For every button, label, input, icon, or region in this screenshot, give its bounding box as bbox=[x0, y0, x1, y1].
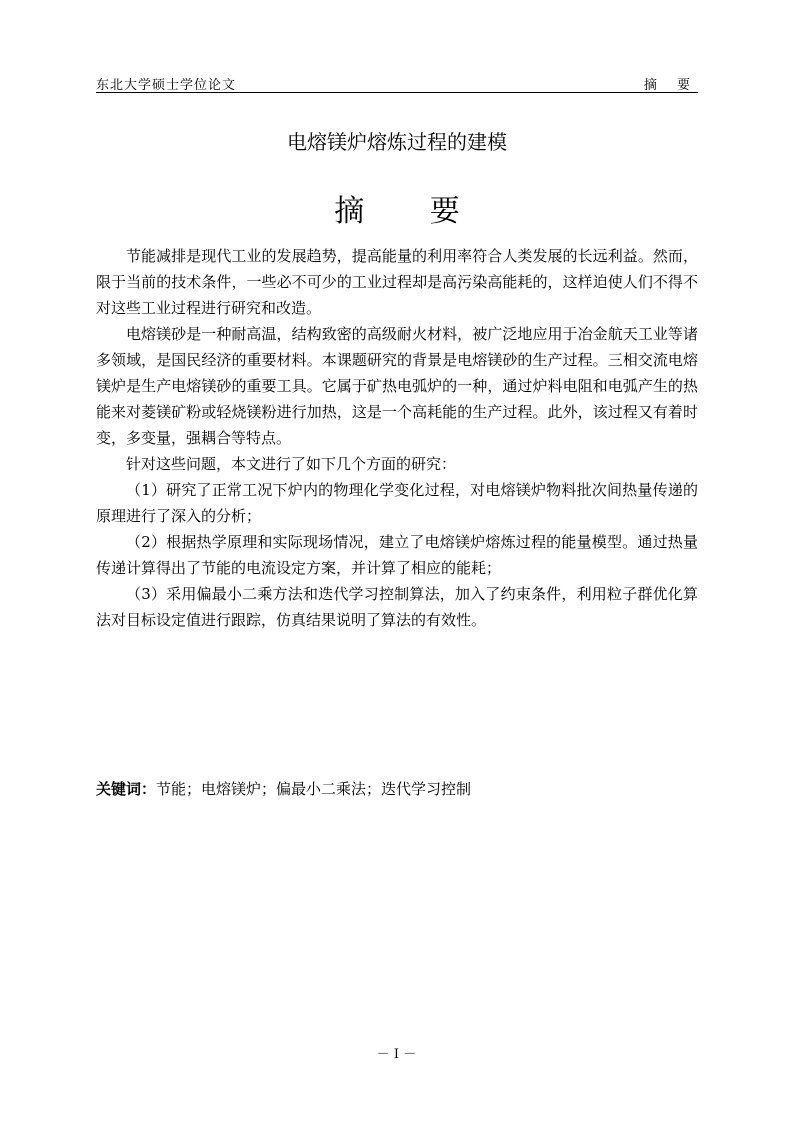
keywords-label: 关键词： bbox=[96, 780, 157, 798]
abstract-heading: 摘 要 bbox=[334, 194, 488, 229]
abstract-paragraph-6: （3）采用偏最小二乘方法和迭代学习控制算法，加入了约束条件，利用粒子群优化算法对目标设定值进行跟踪，仿真结果说明了算法的有效性。 bbox=[96, 585, 698, 629]
header-university: 东北大学硕士学位论文 bbox=[96, 78, 237, 93]
page-number: － I － bbox=[376, 1047, 417, 1062]
keywords bbox=[96, 776, 698, 802]
header-section: 摘 要 bbox=[643, 78, 698, 93]
abstract-paragraph-4: （1）研究了正常工况下炉内的物理化学变化过程，对电熔镁炉物料批次间热量传递的原理进行了深入的分析； bbox=[96, 481, 698, 525]
page-header bbox=[96, 72, 698, 93]
thesis-title: 电熔镁炉熔炼过程的建模 bbox=[287, 130, 507, 154]
abstract-paragraph-5: （2）根据热学原理和实际现场情况，建立了电熔镁炉熔炼过程的能量模型。通过热量传递计算得出了节能的电流设定方案，并计算了相应的能耗； bbox=[96, 533, 698, 577]
abstract-body bbox=[96, 243, 698, 633]
abstract-paragraph-2: 电熔镁砂是一种耐高温，结构致密的高级耐火材料，被广泛地应用于冶金航天工业等诸多领域，是国民经济的重要材料。本课题研究的背景是电熔镁砂的生产过程。三相交流电熔镁炉是生产电熔镁砂的重要工具。它属于矿热电弧炉的一种，通过炉料电阻和电弧产生的热能来对菱镁矿粉或轻烧镁粉进行加热，这是一个高耗能的生产过程。此外，该过程又有着时变，多变量，强耦合等特点。 bbox=[96, 325, 698, 447]
abstract-paragraph-3: 针对这些问题，本文进行了如下几个方面的研究： bbox=[126, 455, 457, 473]
abstract-paragraph-1: 节能减排是现代工业的发展趋势，提高能量的利用率符合人类发展的长远利益。然而，限于当前的技术条件，一些必不可少的工业过程却是高污染高能耗的，这样迫使人们不得不对这些工业过程进行研究和改造。 bbox=[96, 247, 698, 317]
keywords-text: 节能；电熔镁炉；偏最小二乘法；迭代学习控制 bbox=[156, 780, 472, 798]
